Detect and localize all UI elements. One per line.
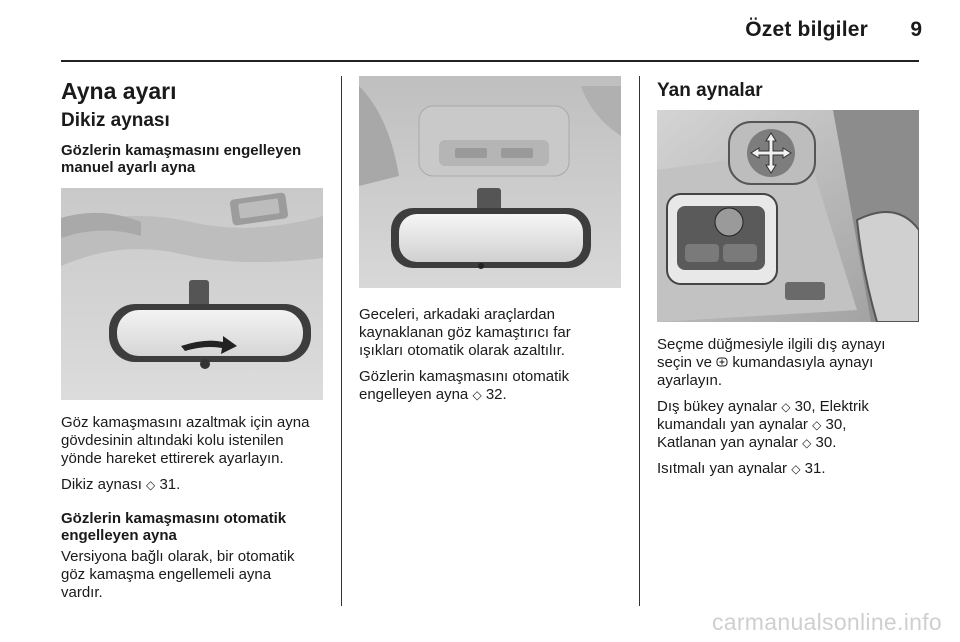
header-divider [61, 60, 919, 62]
manual-mirror-illustration [61, 188, 323, 400]
cross-reference[interactable]: Isıtmalı yan aynalar ◇ 31. [657, 460, 826, 477]
paragraph [657, 398, 919, 452]
subsection-heading: Dikiz aynası [61, 110, 170, 131]
mirror-adjust-icon [716, 356, 728, 368]
section-heading: Yan aynalar [657, 80, 763, 101]
topic-heading: Gözlerin kamaşmasını otomatik engelleyen ayna [61, 510, 287, 544]
paragraph: Göz kamaşmasını azaltmak için ayna gövdesinin altındaki kolu istenilen yönde hareket ettirerek ayarlayın. [61, 414, 310, 467]
page-number: 9 [910, 18, 922, 41]
column-divider [341, 76, 342, 606]
cross-reference[interactable]: kumandalı yan aynalar ◇ 30, [657, 416, 847, 433]
cross-reference[interactable]: Dikiz aynası ◇ 31. [61, 476, 181, 493]
topic-heading: Gözlerin kamaşmasını engelleyen manuel ayarlı ayna [61, 142, 302, 176]
page-reference-icon: ◇ [812, 418, 822, 432]
column-divider [639, 76, 640, 606]
watermark: carmanualsonline.info [711, 609, 942, 635]
side-mirror-control-illustration [657, 110, 919, 322]
auto-dimming-mirror-illustration [359, 76, 621, 288]
cross-reference[interactable]: Dış bükey aynalar ◇ 30, Elektrik [657, 398, 869, 415]
page-section-title: Özet bilgiler [745, 18, 868, 41]
paragraph: Geceleri, arkadaki araçlardan kaynaklanan göz kamaştırıcı far ışıkları otomatik olarak azaltılır. [359, 306, 571, 359]
cross-reference[interactable]: Katlanan yan aynalar ◇ 30. [657, 434, 837, 451]
page-reference-icon: ◇ [791, 462, 801, 476]
page-reference-icon: ◇ [781, 400, 791, 414]
page-reference-icon: ◇ [802, 436, 812, 450]
paragraph: Gözlerin kamaşmasını otomatik engelleyen ayna ◇ 32. [359, 368, 621, 404]
column-middle [359, 76, 621, 404]
cross-reference[interactable]: engelleyen ayna ◇ 32. [359, 386, 507, 403]
page-reference-icon: ◇ [146, 478, 156, 492]
column-right [657, 80, 919, 478]
page-reference-icon: ◇ [472, 388, 482, 402]
paragraph: Seçme düğmesiyle ilgili dış aynayı seçin ve kumandasıyla aynayı ayarlayın. [657, 336, 886, 389]
section-heading: Ayna ayarı [61, 78, 177, 104]
paragraph: Versiyona bağlı olarak, bir otomatik göz kamaşma engellemeli ayna vardır. [61, 548, 295, 601]
column-left [61, 78, 323, 602]
